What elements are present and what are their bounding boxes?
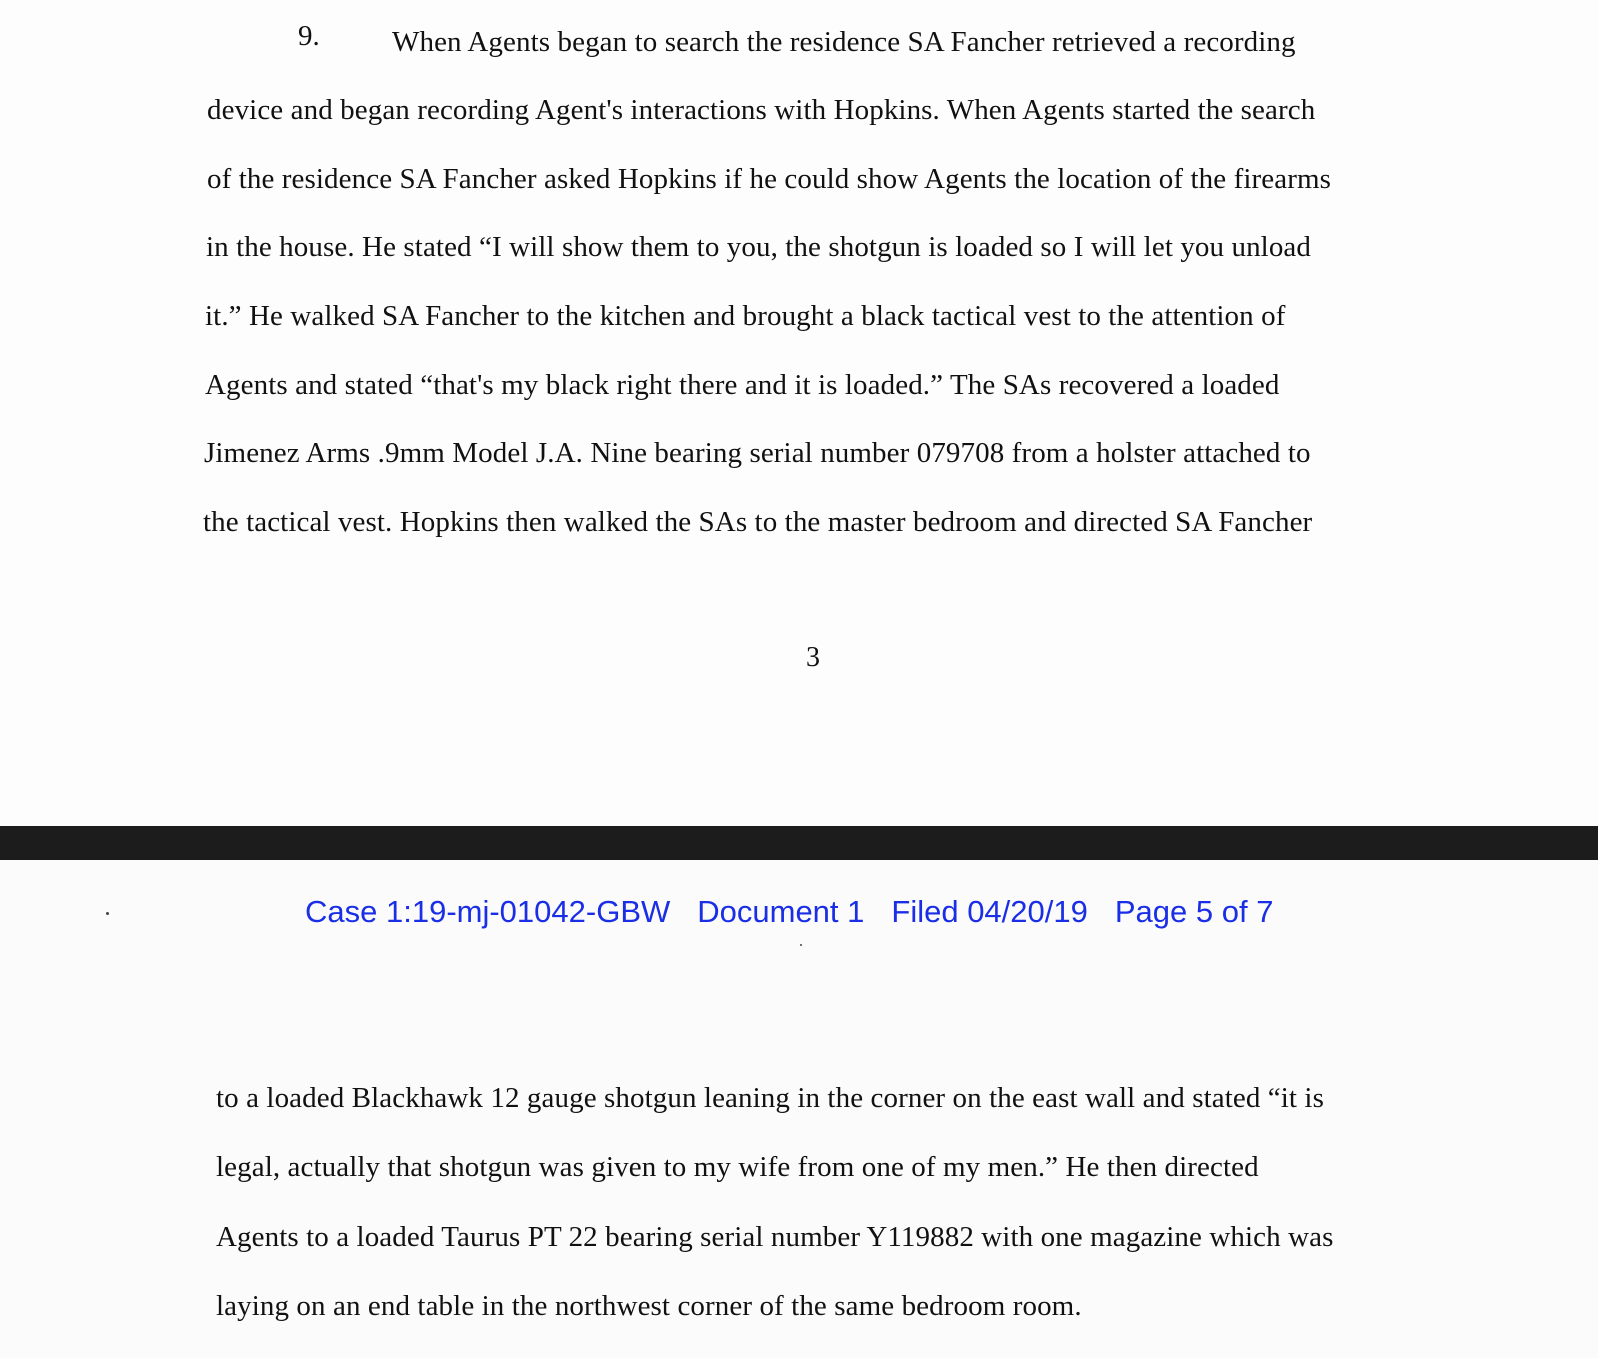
page-number: 3 [806, 642, 820, 673]
text-line: in the house. He stated “I will show them to you, the shotgun is loaded so I will let you unload [206, 231, 1312, 263]
document-label: Document 1 [697, 894, 865, 929]
text-line: device and began recording Agent's interactions with Hopkins. When Agents started the search [207, 94, 1316, 126]
page-divider [0, 826, 1598, 860]
text-line: of the residence SA Fancher asked Hopkins if he could show Agents the location of the firearms [207, 163, 1332, 195]
text-line: Agents to a loaded Taurus PT 22 bearing serial number Y119882 with one magazine which was [216, 1221, 1334, 1253]
text-line: laying on an end table in the northwest corner of the same bedroom room. [216, 1290, 1082, 1322]
text-line: the tactical vest. Hopkins then walked the SAs to the master bedroom and directed SA Fancher [203, 506, 1313, 538]
scan-speck [800, 944, 802, 946]
case-header [305, 894, 1273, 930]
text-line: to a loaded Blackhawk 12 gauge shotgun leaning in the corner on the east wall and stated “it is [216, 1082, 1324, 1114]
case-number: Case 1:19-mj-01042-GBW [305, 894, 671, 929]
page-count: Page 5 of 7 [1114, 894, 1274, 929]
text-line: Jimenez Arms .9mm Model J.A. Nine bearing serial number 079708 from a holster attached to [204, 437, 1311, 469]
scan-speck [106, 912, 109, 915]
text-line: legal, actually that shotgun was given to my wife from one of my men.” He then directed [216, 1151, 1259, 1183]
filed-date: Filed 04/20/19 [891, 894, 1088, 929]
page-bottom [0, 860, 1598, 1358]
text-line: Agents and stated “that's my black right there and it is loaded.” The SAs recovered a loaded [205, 369, 1280, 401]
paragraph-number: 9. [298, 20, 320, 52]
text-line: it.” He walked SA Fancher to the kitchen and brought a black tactical vest to the attention of [205, 300, 1286, 332]
text-line: When Agents began to search the residence SA Fancher retrieved a recording [392, 26, 1296, 58]
